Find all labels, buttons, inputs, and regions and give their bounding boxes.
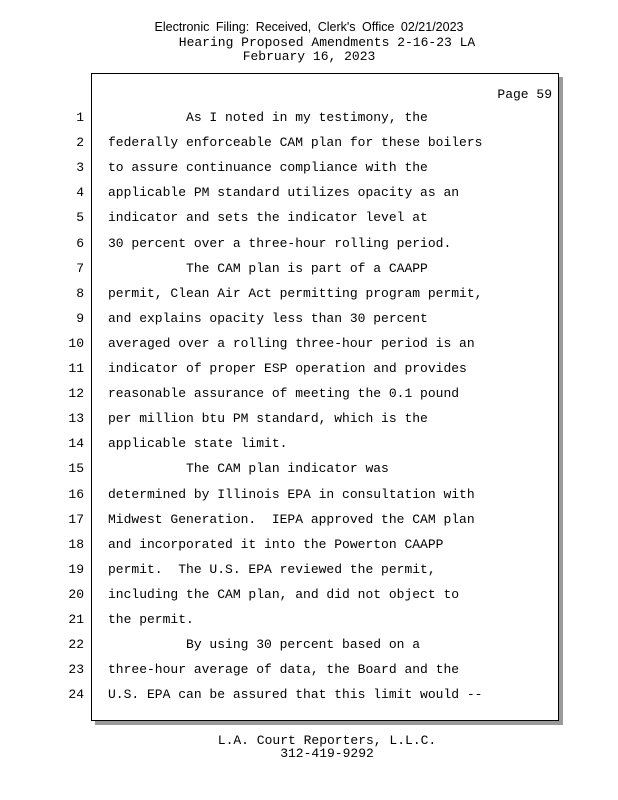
line-number: 20 xyxy=(68,587,84,602)
transcript-line: As I noted in my testimony, the xyxy=(108,110,428,125)
transcript-line: applicable state limit. xyxy=(108,436,288,451)
line-number: 16 xyxy=(68,487,84,502)
transcript-line: and incorporated it into the Powerton CAAPP xyxy=(108,537,444,552)
transcript-line: reasonable assurance of meeting the 0.1 pound xyxy=(108,386,460,401)
transcript-line: 30 percent over a three-hour rolling period. xyxy=(108,236,452,251)
transcript-line: averaged over a rolling three-hour period is an xyxy=(108,336,475,351)
transcript-line: The CAM plan indicator was xyxy=(108,461,389,476)
line-number: 5 xyxy=(76,210,84,225)
line-number: 13 xyxy=(68,411,84,426)
transcript-line: three-hour average of data, the Board and the xyxy=(108,662,460,677)
line-number: 11 xyxy=(68,361,84,376)
line-number: 17 xyxy=(68,512,84,527)
transcript-line: federally enforceable CAM plan for these boilers xyxy=(108,135,483,150)
line-number: 2 xyxy=(76,135,84,150)
line-number: 24 xyxy=(68,687,84,702)
transcript-line: indicator and sets the indicator level at xyxy=(108,210,428,225)
transcript-line: including the CAM plan, and did not object to xyxy=(108,587,460,602)
transcript-line: Midwest Generation. IEPA approved the CAM plan xyxy=(108,512,475,527)
line-number: 14 xyxy=(68,436,84,451)
line-number: 4 xyxy=(76,185,84,200)
line-number: 12 xyxy=(68,386,84,401)
line-number: 21 xyxy=(68,612,84,627)
line-number: 15 xyxy=(68,461,84,476)
document-title: Hearing Proposed Amendments 2-16-23 LA xyxy=(178,35,476,50)
document-date: February 16, 2023 xyxy=(242,49,376,64)
line-number: 1 xyxy=(76,110,84,125)
line-number: 9 xyxy=(76,311,84,326)
page-number: Page 59 xyxy=(497,87,552,102)
transcript-line: determined by Illinois EPA in consultation with xyxy=(108,487,475,502)
transcript-line: indicator of proper ESP operation and provides xyxy=(108,361,467,376)
line-number: 23 xyxy=(68,662,84,677)
transcript-line: By using 30 percent based on a xyxy=(108,637,421,652)
line-number: 10 xyxy=(68,336,84,351)
line-number: 6 xyxy=(76,236,84,251)
filing-stamp: Electronic Filing: Received, Clerk's Office 02/21/2023 xyxy=(154,20,464,34)
transcript-line: and explains opacity less than 30 percent xyxy=(108,311,428,326)
transcript-line: The CAM plan is part of a CAAPP xyxy=(108,261,428,276)
line-number: 19 xyxy=(68,562,84,577)
line-number: 7 xyxy=(76,261,84,276)
transcript-line: to assure continuance compliance with the xyxy=(108,160,428,175)
line-number: 18 xyxy=(68,537,84,552)
line-number: 22 xyxy=(68,637,84,652)
reporter-phone: 312-419-9292 xyxy=(280,746,374,761)
line-number: 8 xyxy=(76,286,84,301)
transcript-line: applicable PM standard utilizes opacity as an xyxy=(108,185,460,200)
reporter-name: L.A. Court Reporters, L.L.C. xyxy=(217,733,437,748)
transcript-line: permit. The U.S. EPA reviewed the permit, xyxy=(108,562,436,577)
line-number: 3 xyxy=(76,160,84,175)
transcript-line: permit, Clean Air Act permitting program permit, xyxy=(108,286,483,301)
transcript-line: U.S. EPA can be assured that this limit would -- xyxy=(108,687,483,702)
transcript-line: the permit. xyxy=(108,612,194,627)
transcript-line: per million btu PM standard, which is the xyxy=(108,411,428,426)
